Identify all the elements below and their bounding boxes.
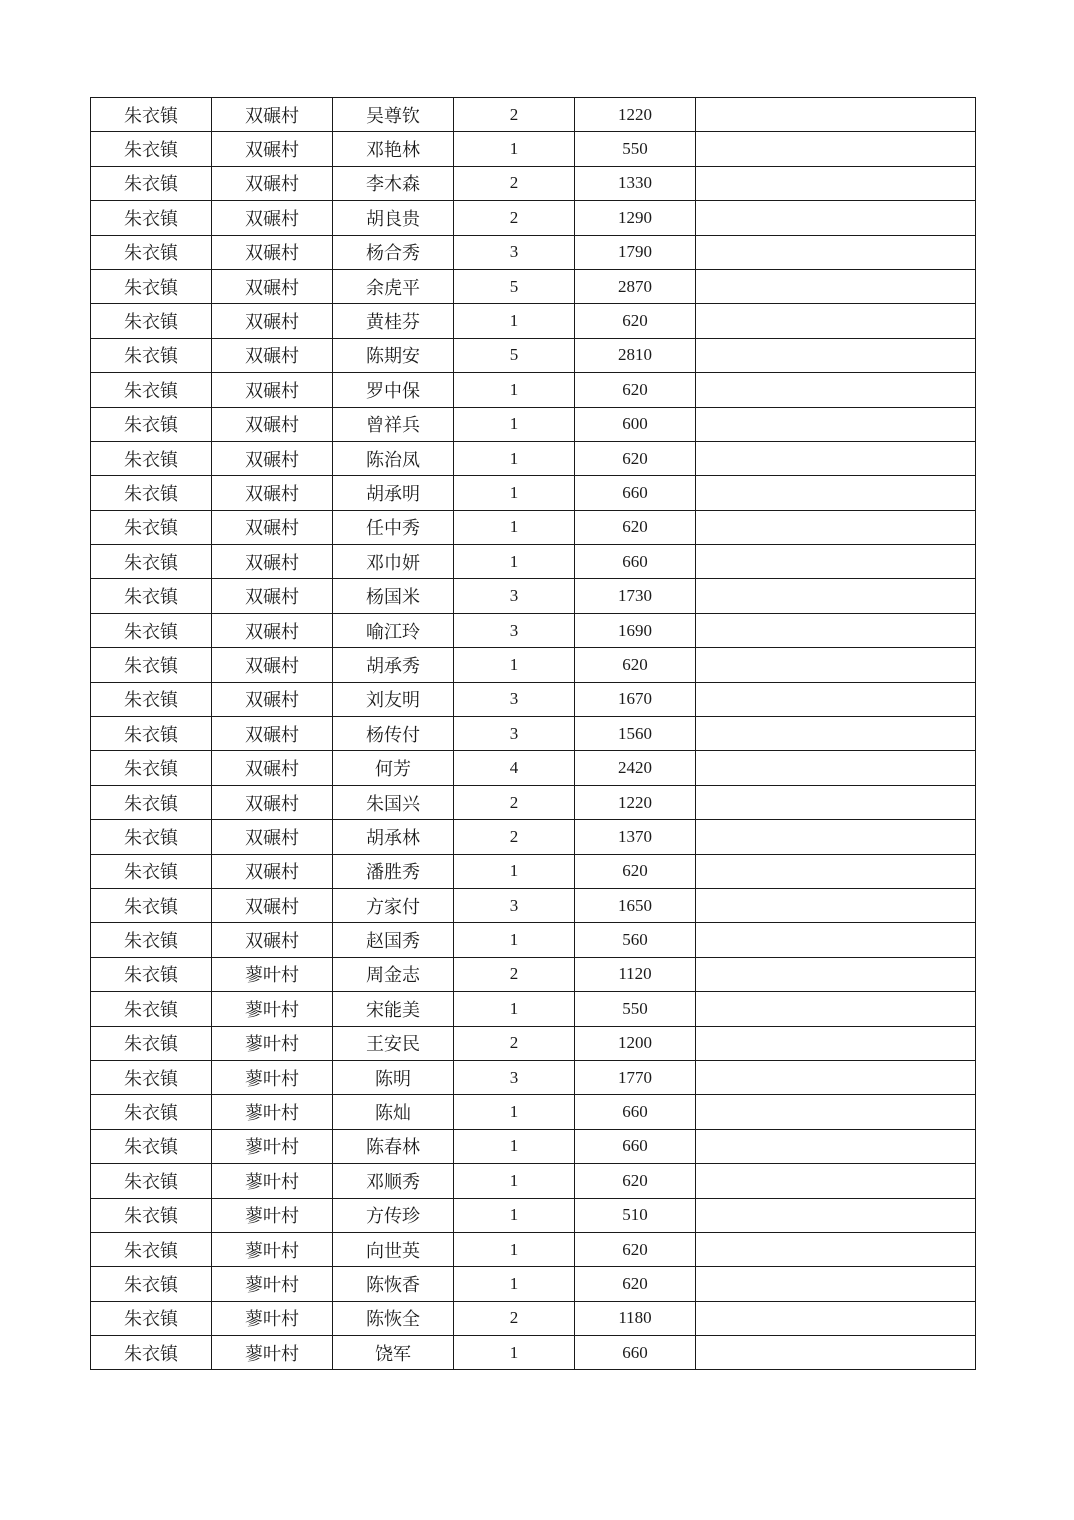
village-cell: 蓼叶村: [212, 1267, 333, 1301]
name-cell: 王安民: [333, 1026, 454, 1060]
village-cell: 双碾村: [212, 476, 333, 510]
table-row: [91, 992, 976, 1026]
village-cell: 双碾村: [212, 235, 333, 269]
household-size-cell: 1: [454, 923, 575, 957]
village-cell: 双碾村: [212, 888, 333, 922]
table-row: [91, 682, 976, 716]
town-cell: 朱衣镇: [91, 166, 212, 200]
table-row: [91, 1026, 976, 1060]
town-cell: 朱衣镇: [91, 682, 212, 716]
household-size-cell: 5: [454, 338, 575, 372]
amount-cell: 1370: [575, 820, 696, 854]
table-row: [91, 98, 976, 132]
village-cell: 双碾村: [212, 304, 333, 338]
amount-cell: 1180: [575, 1301, 696, 1335]
table-row: [91, 1336, 976, 1370]
amount-cell: 620: [575, 1267, 696, 1301]
remarks-cell: [696, 1301, 976, 1335]
amount-cell: 560: [575, 923, 696, 957]
village-cell: 双碾村: [212, 613, 333, 647]
name-cell: 陈恢全: [333, 1301, 454, 1335]
remarks-cell: [696, 888, 976, 922]
name-cell: 宋能美: [333, 992, 454, 1026]
village-cell: 双碾村: [212, 201, 333, 235]
village-cell: 双碾村: [212, 338, 333, 372]
remarks-cell: [696, 1198, 976, 1232]
remarks-cell: [696, 441, 976, 475]
name-cell: 黄桂芬: [333, 304, 454, 338]
table-row: [91, 510, 976, 544]
table-row: [91, 1301, 976, 1335]
town-cell: 朱衣镇: [91, 441, 212, 475]
amount-cell: 1220: [575, 98, 696, 132]
amount-cell: 620: [575, 854, 696, 888]
household-size-cell: 3: [454, 235, 575, 269]
name-cell: 饶军: [333, 1336, 454, 1370]
remarks-cell: [696, 923, 976, 957]
household-size-cell: 1: [454, 1095, 575, 1129]
town-cell: 朱衣镇: [91, 201, 212, 235]
amount-cell: 1690: [575, 613, 696, 647]
amount-cell: 620: [575, 1232, 696, 1266]
amount-cell: 620: [575, 648, 696, 682]
household-size-cell: 2: [454, 957, 575, 991]
remarks-cell: [696, 166, 976, 200]
household-size-cell: 2: [454, 785, 575, 819]
amount-cell: 1560: [575, 717, 696, 751]
amount-cell: 1220: [575, 785, 696, 819]
remarks-cell: [696, 820, 976, 854]
name-cell: 朱国兴: [333, 785, 454, 819]
amount-cell: 1670: [575, 682, 696, 716]
amount-cell: 620: [575, 373, 696, 407]
amount-cell: 2810: [575, 338, 696, 372]
amount-cell: 600: [575, 407, 696, 441]
table-row: [91, 957, 976, 991]
household-size-cell: 2: [454, 1026, 575, 1060]
remarks-cell: [696, 579, 976, 613]
remarks-cell: [696, 1336, 976, 1370]
household-size-cell: 3: [454, 717, 575, 751]
table-row: [91, 1198, 976, 1232]
amount-cell: 510: [575, 1198, 696, 1232]
town-cell: 朱衣镇: [91, 613, 212, 647]
remarks-cell: [696, 1232, 976, 1266]
household-size-cell: 1: [454, 1336, 575, 1370]
town-cell: 朱衣镇: [91, 648, 212, 682]
amount-cell: 620: [575, 510, 696, 544]
town-cell: 朱衣镇: [91, 373, 212, 407]
document-page: [90, 97, 975, 1370]
table-row: [91, 132, 976, 166]
amount-cell: 550: [575, 992, 696, 1026]
name-cell: 胡承秀: [333, 648, 454, 682]
town-cell: 朱衣镇: [91, 1336, 212, 1370]
village-cell: 双碾村: [212, 441, 333, 475]
town-cell: 朱衣镇: [91, 1232, 212, 1266]
town-cell: 朱衣镇: [91, 1198, 212, 1232]
household-size-cell: 1: [454, 510, 575, 544]
household-size-cell: 1: [454, 1232, 575, 1266]
amount-cell: 1330: [575, 166, 696, 200]
household-size-cell: 1: [454, 441, 575, 475]
town-cell: 朱衣镇: [91, 888, 212, 922]
village-cell: 蓼叶村: [212, 1336, 333, 1370]
name-cell: 陈春林: [333, 1129, 454, 1163]
amount-cell: 2870: [575, 269, 696, 303]
remarks-cell: [696, 235, 976, 269]
town-cell: 朱衣镇: [91, 235, 212, 269]
remarks-cell: [696, 373, 976, 407]
table-row: [91, 545, 976, 579]
amount-cell: 1290: [575, 201, 696, 235]
name-cell: 方传珍: [333, 1198, 454, 1232]
remarks-cell: [696, 1164, 976, 1198]
amount-cell: 1200: [575, 1026, 696, 1060]
remarks-cell: [696, 1095, 976, 1129]
table-row: [91, 923, 976, 957]
table-row: [91, 476, 976, 510]
table-row: [91, 304, 976, 338]
remarks-cell: [696, 338, 976, 372]
name-cell: 陈灿: [333, 1095, 454, 1129]
household-size-cell: 5: [454, 269, 575, 303]
name-cell: 陈明: [333, 1060, 454, 1094]
amount-cell: 550: [575, 132, 696, 166]
household-size-cell: 1: [454, 648, 575, 682]
name-cell: 李木森: [333, 166, 454, 200]
town-cell: 朱衣镇: [91, 510, 212, 544]
table-row: [91, 166, 976, 200]
village-cell: 双碾村: [212, 98, 333, 132]
table-row: [91, 1129, 976, 1163]
town-cell: 朱衣镇: [91, 785, 212, 819]
remarks-cell: [696, 510, 976, 544]
household-size-cell: 1: [454, 132, 575, 166]
table-row: [91, 441, 976, 475]
household-size-cell: 2: [454, 166, 575, 200]
name-cell: 邓艳林: [333, 132, 454, 166]
household-size-cell: 3: [454, 1060, 575, 1094]
town-cell: 朱衣镇: [91, 579, 212, 613]
remarks-cell: [696, 98, 976, 132]
town-cell: 朱衣镇: [91, 1267, 212, 1301]
village-cell: 双碾村: [212, 785, 333, 819]
household-size-cell: 2: [454, 98, 575, 132]
table-row: [91, 1095, 976, 1129]
remarks-cell: [696, 407, 976, 441]
remarks-cell: [696, 132, 976, 166]
table-row: [91, 1267, 976, 1301]
amount-cell: 660: [575, 1095, 696, 1129]
household-size-cell: 1: [454, 854, 575, 888]
village-cell: 双碾村: [212, 579, 333, 613]
village-cell: 双碾村: [212, 751, 333, 785]
remarks-cell: [696, 682, 976, 716]
village-cell: 蓼叶村: [212, 1026, 333, 1060]
table-row: [91, 613, 976, 647]
name-cell: 胡良贵: [333, 201, 454, 235]
amount-cell: 660: [575, 1336, 696, 1370]
village-cell: 双碾村: [212, 682, 333, 716]
village-cell: 双碾村: [212, 648, 333, 682]
remarks-cell: [696, 1267, 976, 1301]
village-cell: 双碾村: [212, 820, 333, 854]
village-cell: 双碾村: [212, 373, 333, 407]
town-cell: 朱衣镇: [91, 854, 212, 888]
village-cell: 蓼叶村: [212, 1095, 333, 1129]
name-cell: 余虎平: [333, 269, 454, 303]
village-cell: 蓼叶村: [212, 1129, 333, 1163]
table-row: [91, 854, 976, 888]
amount-cell: 660: [575, 545, 696, 579]
table-row: [91, 407, 976, 441]
name-cell: 赵国秀: [333, 923, 454, 957]
amount-cell: 1770: [575, 1060, 696, 1094]
town-cell: 朱衣镇: [91, 98, 212, 132]
name-cell: 喻江玲: [333, 613, 454, 647]
village-cell: 双碾村: [212, 269, 333, 303]
town-cell: 朱衣镇: [91, 751, 212, 785]
household-size-cell: 3: [454, 613, 575, 647]
household-size-cell: 1: [454, 476, 575, 510]
village-cell: 蓼叶村: [212, 957, 333, 991]
name-cell: 杨国米: [333, 579, 454, 613]
household-size-cell: 3: [454, 682, 575, 716]
household-size-cell: 1: [454, 1267, 575, 1301]
household-size-cell: 1: [454, 545, 575, 579]
town-cell: 朱衣镇: [91, 304, 212, 338]
remarks-cell: [696, 785, 976, 819]
name-cell: 陈恢香: [333, 1267, 454, 1301]
town-cell: 朱衣镇: [91, 1301, 212, 1335]
amount-cell: 620: [575, 1164, 696, 1198]
table-row: [91, 717, 976, 751]
name-cell: 胡承林: [333, 820, 454, 854]
town-cell: 朱衣镇: [91, 1095, 212, 1129]
name-cell: 任中秀: [333, 510, 454, 544]
town-cell: 朱衣镇: [91, 1164, 212, 1198]
data-table: [90, 97, 976, 1370]
amount-cell: 660: [575, 1129, 696, 1163]
town-cell: 朱衣镇: [91, 717, 212, 751]
table-row: [91, 235, 976, 269]
town-cell: 朱衣镇: [91, 132, 212, 166]
town-cell: 朱衣镇: [91, 820, 212, 854]
village-cell: 蓼叶村: [212, 992, 333, 1026]
table-row: [91, 648, 976, 682]
name-cell: 潘胜秀: [333, 854, 454, 888]
amount-cell: 660: [575, 476, 696, 510]
amount-cell: 1650: [575, 888, 696, 922]
household-size-cell: 1: [454, 304, 575, 338]
table-row: [91, 1164, 976, 1198]
village-cell: 双碾村: [212, 132, 333, 166]
village-cell: 双碾村: [212, 166, 333, 200]
village-cell: 蓼叶村: [212, 1198, 333, 1232]
town-cell: 朱衣镇: [91, 1129, 212, 1163]
household-size-cell: 3: [454, 888, 575, 922]
village-cell: 双碾村: [212, 717, 333, 751]
name-cell: 杨传付: [333, 717, 454, 751]
name-cell: 邓顺秀: [333, 1164, 454, 1198]
name-cell: 曾祥兵: [333, 407, 454, 441]
table-row: [91, 785, 976, 819]
remarks-cell: [696, 304, 976, 338]
amount-cell: 1120: [575, 957, 696, 991]
village-cell: 双碾村: [212, 854, 333, 888]
town-cell: 朱衣镇: [91, 476, 212, 510]
village-cell: 蓼叶村: [212, 1164, 333, 1198]
name-cell: 方家付: [333, 888, 454, 922]
town-cell: 朱衣镇: [91, 1060, 212, 1094]
household-size-cell: 1: [454, 1198, 575, 1232]
town-cell: 朱衣镇: [91, 338, 212, 372]
remarks-cell: [696, 545, 976, 579]
household-size-cell: 1: [454, 1129, 575, 1163]
town-cell: 朱衣镇: [91, 545, 212, 579]
town-cell: 朱衣镇: [91, 992, 212, 1026]
remarks-cell: [696, 476, 976, 510]
remarks-cell: [696, 854, 976, 888]
household-size-cell: 2: [454, 1301, 575, 1335]
town-cell: 朱衣镇: [91, 923, 212, 957]
remarks-cell: [696, 613, 976, 647]
name-cell: 罗中保: [333, 373, 454, 407]
amount-cell: 1790: [575, 235, 696, 269]
table-row: [91, 579, 976, 613]
name-cell: 邓巾妍: [333, 545, 454, 579]
table-row: [91, 751, 976, 785]
table-body: [91, 98, 976, 1370]
table-row: [91, 1060, 976, 1094]
household-size-cell: 4: [454, 751, 575, 785]
table-row: [91, 888, 976, 922]
town-cell: 朱衣镇: [91, 1026, 212, 1060]
name-cell: 胡承明: [333, 476, 454, 510]
remarks-cell: [696, 751, 976, 785]
table-row: [91, 201, 976, 235]
household-size-cell: 1: [454, 373, 575, 407]
name-cell: 陈期安: [333, 338, 454, 372]
remarks-cell: [696, 201, 976, 235]
name-cell: 陈治凤: [333, 441, 454, 475]
household-size-cell: 1: [454, 1164, 575, 1198]
remarks-cell: [696, 957, 976, 991]
name-cell: 吴尊钦: [333, 98, 454, 132]
amount-cell: 1730: [575, 579, 696, 613]
name-cell: 何芳: [333, 751, 454, 785]
village-cell: 蓼叶村: [212, 1060, 333, 1094]
remarks-cell: [696, 717, 976, 751]
village-cell: 双碾村: [212, 545, 333, 579]
town-cell: 朱衣镇: [91, 957, 212, 991]
table-row: [91, 269, 976, 303]
household-size-cell: 2: [454, 201, 575, 235]
table-row: [91, 820, 976, 854]
remarks-cell: [696, 1060, 976, 1094]
table-row: [91, 338, 976, 372]
village-cell: 蓼叶村: [212, 1301, 333, 1335]
name-cell: 向世英: [333, 1232, 454, 1266]
town-cell: 朱衣镇: [91, 407, 212, 441]
name-cell: 刘友明: [333, 682, 454, 716]
remarks-cell: [696, 648, 976, 682]
household-size-cell: 2: [454, 820, 575, 854]
village-cell: 双碾村: [212, 510, 333, 544]
table-row: [91, 373, 976, 407]
remarks-cell: [696, 1026, 976, 1060]
amount-cell: 2420: [575, 751, 696, 785]
table-row: [91, 1232, 976, 1266]
household-size-cell: 1: [454, 992, 575, 1026]
name-cell: 杨合秀: [333, 235, 454, 269]
remarks-cell: [696, 1129, 976, 1163]
household-size-cell: 1: [454, 407, 575, 441]
remarks-cell: [696, 269, 976, 303]
village-cell: 双碾村: [212, 923, 333, 957]
town-cell: 朱衣镇: [91, 269, 212, 303]
village-cell: 蓼叶村: [212, 1232, 333, 1266]
name-cell: 周金志: [333, 957, 454, 991]
household-size-cell: 3: [454, 579, 575, 613]
amount-cell: 620: [575, 441, 696, 475]
amount-cell: 620: [575, 304, 696, 338]
remarks-cell: [696, 992, 976, 1026]
village-cell: 双碾村: [212, 407, 333, 441]
